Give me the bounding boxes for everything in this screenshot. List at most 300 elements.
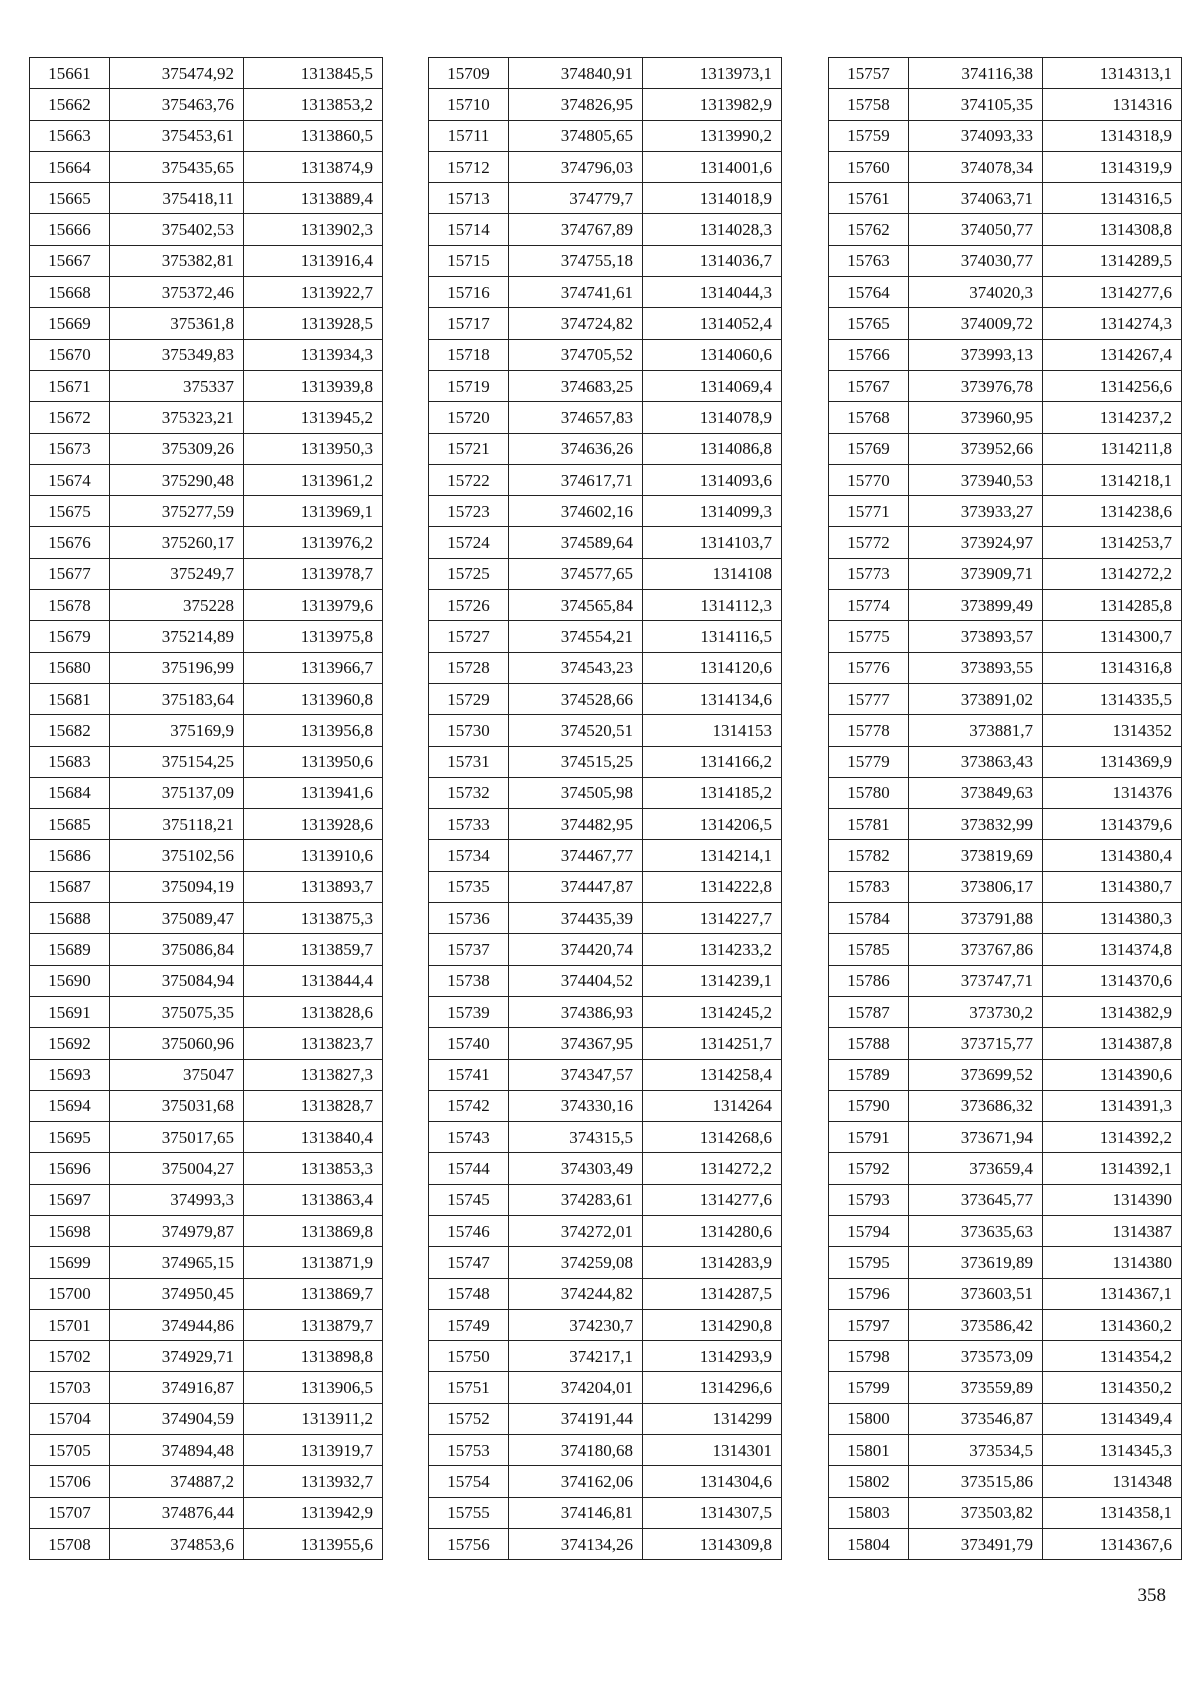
point-number-cell: 15711 <box>429 120 509 151</box>
table-row <box>30 903 383 934</box>
y-coordinate-cell: 1314218,1 <box>1043 464 1182 495</box>
x-coordinate-cell: 374347,57 <box>509 1059 643 1090</box>
x-coordinate-cell: 374767,89 <box>509 214 643 245</box>
x-coordinate-cell: 375169,9 <box>110 715 244 746</box>
x-coordinate-cell: 374894,48 <box>110 1435 244 1466</box>
y-coordinate-cell: 1314028,3 <box>643 214 782 245</box>
table-row <box>429 245 782 276</box>
x-coordinate-cell: 373832,99 <box>909 809 1043 840</box>
x-coordinate-cell: 375196,99 <box>110 652 244 683</box>
point-number-cell: 15684 <box>30 777 110 808</box>
point-number-cell: 15675 <box>30 496 110 527</box>
table-row <box>30 151 383 182</box>
point-number-cell: 15788 <box>829 1028 909 1059</box>
y-coordinate-cell: 1314277,6 <box>1043 277 1182 308</box>
table-row <box>829 934 1182 965</box>
point-number-cell: 15716 <box>429 277 509 308</box>
y-coordinate-cell: 1313853,2 <box>244 89 383 120</box>
point-number-cell: 15736 <box>429 903 509 934</box>
table-row <box>429 1403 782 1434</box>
point-number-cell: 15764 <box>829 277 909 308</box>
table-row <box>429 1341 782 1372</box>
y-coordinate-cell: 1313823,7 <box>244 1028 383 1059</box>
point-number-cell: 15757 <box>829 58 909 89</box>
table-row <box>30 1497 383 1528</box>
y-coordinate-cell: 1314345,3 <box>1043 1435 1182 1466</box>
x-coordinate-cell: 375060,96 <box>110 1028 244 1059</box>
x-coordinate-cell: 373715,77 <box>909 1028 1043 1059</box>
x-coordinate-cell: 375463,76 <box>110 89 244 120</box>
table-row <box>429 402 782 433</box>
x-coordinate-cell: 373686,32 <box>909 1090 1043 1121</box>
table-row <box>429 1215 782 1246</box>
point-number-cell: 15721 <box>429 433 509 464</box>
table-row <box>429 903 782 934</box>
x-coordinate-cell: 375086,84 <box>110 934 244 965</box>
y-coordinate-cell: 1314390 <box>1043 1184 1182 1215</box>
y-coordinate-cell: 1314380 <box>1043 1247 1182 1278</box>
y-coordinate-cell: 1314245,2 <box>643 996 782 1027</box>
table-row <box>30 1466 383 1497</box>
y-coordinate-cell: 1314206,5 <box>643 809 782 840</box>
y-coordinate-cell: 1314367,1 <box>1043 1278 1182 1309</box>
x-coordinate-cell: 374505,98 <box>509 777 643 808</box>
x-coordinate-cell: 374367,95 <box>509 1028 643 1059</box>
table-row <box>829 715 1182 746</box>
point-number-cell: 15777 <box>829 683 909 714</box>
x-coordinate-cell: 374217,1 <box>509 1341 643 1372</box>
x-coordinate-cell: 374063,71 <box>909 183 1043 214</box>
y-coordinate-cell: 1314238,6 <box>1043 496 1182 527</box>
table-row <box>829 590 1182 621</box>
y-coordinate-cell: 1314233,2 <box>643 934 782 965</box>
y-coordinate-cell: 1314316,8 <box>1043 652 1182 683</box>
y-coordinate-cell: 1313945,2 <box>244 402 383 433</box>
x-coordinate-cell: 374965,15 <box>110 1247 244 1278</box>
point-number-cell: 15778 <box>829 715 909 746</box>
point-number-cell: 15669 <box>30 308 110 339</box>
x-coordinate-cell: 374180,68 <box>509 1435 643 1466</box>
y-coordinate-cell: 1313950,3 <box>244 433 383 464</box>
table-row <box>829 245 1182 276</box>
x-coordinate-cell: 374554,21 <box>509 621 643 652</box>
table-row <box>429 965 782 996</box>
x-coordinate-cell: 375102,56 <box>110 840 244 871</box>
y-coordinate-cell: 1313902,3 <box>244 214 383 245</box>
y-coordinate-cell: 1314272,2 <box>643 1153 782 1184</box>
table-row <box>30 120 383 151</box>
table-row <box>30 277 383 308</box>
y-coordinate-cell: 1314103,7 <box>643 527 782 558</box>
table-row <box>30 1528 383 1559</box>
point-number-cell: 15763 <box>829 245 909 276</box>
table-row <box>30 840 383 871</box>
point-number-cell: 15676 <box>30 527 110 558</box>
table-row <box>429 1247 782 1278</box>
x-coordinate-cell: 375004,27 <box>110 1153 244 1184</box>
x-coordinate-cell: 374315,5 <box>509 1122 643 1153</box>
x-coordinate-cell: 374244,82 <box>509 1278 643 1309</box>
y-coordinate-cell: 1314304,6 <box>643 1466 782 1497</box>
x-coordinate-cell: 373586,42 <box>909 1309 1043 1340</box>
table-row <box>829 621 1182 652</box>
y-coordinate-cell: 1314369,9 <box>1043 746 1182 777</box>
table-row <box>829 464 1182 495</box>
y-coordinate-cell: 1313939,8 <box>244 370 383 401</box>
table-row <box>30 1309 383 1340</box>
y-coordinate-cell: 1314391,3 <box>1043 1090 1182 1121</box>
table-row <box>429 277 782 308</box>
x-coordinate-cell: 374191,44 <box>509 1403 643 1434</box>
table-row <box>30 1122 383 1153</box>
table-row <box>429 214 782 245</box>
table-row <box>30 934 383 965</box>
y-coordinate-cell: 1313975,8 <box>244 621 383 652</box>
y-coordinate-cell: 1313871,9 <box>244 1247 383 1278</box>
table-row <box>429 809 782 840</box>
x-coordinate-cell: 373952,66 <box>909 433 1043 464</box>
y-coordinate-cell: 1313845,5 <box>244 58 383 89</box>
point-number-cell: 15737 <box>429 934 509 965</box>
point-number-cell: 15794 <box>829 1215 909 1246</box>
point-number-cell: 15733 <box>429 809 509 840</box>
point-number-cell: 15793 <box>829 1184 909 1215</box>
y-coordinate-cell: 1314134,6 <box>643 683 782 714</box>
point-number-cell: 15781 <box>829 809 909 840</box>
point-number-cell: 15699 <box>30 1247 110 1278</box>
y-coordinate-cell: 1313979,6 <box>244 590 383 621</box>
x-coordinate-cell: 375084,94 <box>110 965 244 996</box>
x-coordinate-cell: 375453,61 <box>110 120 244 151</box>
table-row <box>30 652 383 683</box>
y-coordinate-cell: 1314313,1 <box>1043 58 1182 89</box>
point-number-cell: 15726 <box>429 590 509 621</box>
point-number-cell: 15679 <box>30 621 110 652</box>
y-coordinate-cell: 1314390,6 <box>1043 1059 1182 1090</box>
y-coordinate-cell: 1313942,9 <box>244 1497 383 1528</box>
table-row <box>429 840 782 871</box>
y-coordinate-cell: 1313941,6 <box>244 777 383 808</box>
y-coordinate-cell: 1314387 <box>1043 1215 1182 1246</box>
table-row <box>30 777 383 808</box>
y-coordinate-cell: 1314387,8 <box>1043 1028 1182 1059</box>
table-row <box>429 58 782 89</box>
x-coordinate-cell: 374162,06 <box>509 1466 643 1497</box>
table-row <box>429 120 782 151</box>
point-number-cell: 15735 <box>429 871 509 902</box>
x-coordinate-cell: 375137,09 <box>110 777 244 808</box>
y-coordinate-cell: 1314239,1 <box>643 965 782 996</box>
y-coordinate-cell: 1314374,8 <box>1043 934 1182 965</box>
y-coordinate-cell: 1314078,9 <box>643 402 782 433</box>
y-coordinate-cell: 1314289,5 <box>1043 245 1182 276</box>
x-coordinate-cell: 375418,11 <box>110 183 244 214</box>
y-coordinate-cell: 1314367,6 <box>1043 1528 1182 1559</box>
point-number-cell: 15802 <box>829 1466 909 1497</box>
x-coordinate-cell: 374467,77 <box>509 840 643 871</box>
table-row <box>829 1184 1182 1215</box>
y-coordinate-cell: 1314256,6 <box>1043 370 1182 401</box>
x-coordinate-cell: 374204,01 <box>509 1372 643 1403</box>
x-coordinate-cell: 374303,49 <box>509 1153 643 1184</box>
x-coordinate-cell: 375372,46 <box>110 277 244 308</box>
x-coordinate-cell: 373976,78 <box>909 370 1043 401</box>
point-number-cell: 15704 <box>30 1403 110 1434</box>
x-coordinate-cell: 374435,39 <box>509 903 643 934</box>
table-row <box>30 1341 383 1372</box>
x-coordinate-cell: 374602,16 <box>509 496 643 527</box>
table-row <box>30 1278 383 1309</box>
table-row <box>829 871 1182 902</box>
table-row <box>30 683 383 714</box>
y-coordinate-cell: 1313910,6 <box>244 840 383 871</box>
table-row <box>829 1059 1182 1090</box>
table-row <box>30 1247 383 1278</box>
table-row <box>829 214 1182 245</box>
table-row <box>829 746 1182 777</box>
y-coordinate-cell: 1314319,9 <box>1043 151 1182 182</box>
x-coordinate-cell: 374482,95 <box>509 809 643 840</box>
x-coordinate-cell: 374116,38 <box>909 58 1043 89</box>
x-coordinate-cell: 373747,71 <box>909 965 1043 996</box>
table-row <box>30 245 383 276</box>
point-number-cell: 15715 <box>429 245 509 276</box>
table-row <box>30 590 383 621</box>
y-coordinate-cell: 1313928,5 <box>244 308 383 339</box>
table-row <box>829 183 1182 214</box>
y-coordinate-cell: 1313960,8 <box>244 683 383 714</box>
x-coordinate-cell: 373573,09 <box>909 1341 1043 1372</box>
table-row <box>829 1247 1182 1278</box>
table-row <box>429 1122 782 1153</box>
table-row <box>829 89 1182 120</box>
x-coordinate-cell: 373933,27 <box>909 496 1043 527</box>
point-number-cell: 15745 <box>429 1184 509 1215</box>
table-row <box>829 1466 1182 1497</box>
x-coordinate-cell: 374826,95 <box>509 89 643 120</box>
y-coordinate-cell: 1314349,4 <box>1043 1403 1182 1434</box>
table-row <box>30 871 383 902</box>
x-coordinate-cell: 373863,43 <box>909 746 1043 777</box>
point-number-cell: 15741 <box>429 1059 509 1090</box>
table-row <box>829 903 1182 934</box>
x-coordinate-cell: 374705,52 <box>509 339 643 370</box>
table-row <box>30 1059 383 1090</box>
x-coordinate-cell: 374420,74 <box>509 934 643 965</box>
y-coordinate-cell: 1313844,4 <box>244 965 383 996</box>
point-number-cell: 15729 <box>429 683 509 714</box>
table-row <box>30 558 383 589</box>
x-coordinate-cell: 373730,2 <box>909 996 1043 1027</box>
point-number-cell: 15690 <box>30 965 110 996</box>
point-number-cell: 15694 <box>30 1090 110 1121</box>
y-coordinate-cell: 1314316 <box>1043 89 1182 120</box>
table-row <box>429 1528 782 1559</box>
x-coordinate-cell: 375323,21 <box>110 402 244 433</box>
point-number-cell: 15725 <box>429 558 509 589</box>
table-row <box>30 715 383 746</box>
x-coordinate-cell: 373534,5 <box>909 1435 1043 1466</box>
y-coordinate-cell: 1313879,7 <box>244 1309 383 1340</box>
point-number-cell: 15790 <box>829 1090 909 1121</box>
point-number-cell: 15753 <box>429 1435 509 1466</box>
y-coordinate-cell: 1314251,7 <box>643 1028 782 1059</box>
x-coordinate-cell: 375277,59 <box>110 496 244 527</box>
y-coordinate-cell: 1314253,7 <box>1043 527 1182 558</box>
y-coordinate-cell: 1313828,7 <box>244 1090 383 1121</box>
y-coordinate-cell: 1314052,4 <box>643 308 782 339</box>
x-coordinate-cell: 375017,65 <box>110 1122 244 1153</box>
y-coordinate-cell: 1314116,5 <box>643 621 782 652</box>
x-coordinate-cell: 375228 <box>110 590 244 621</box>
x-coordinate-cell: 374230,7 <box>509 1309 643 1340</box>
coordinate-table-body <box>30 58 383 1560</box>
y-coordinate-cell: 1313874,9 <box>244 151 383 182</box>
table-row <box>829 1153 1182 1184</box>
point-number-cell: 15731 <box>429 746 509 777</box>
point-number-cell: 15800 <box>829 1403 909 1434</box>
point-number-cell: 15673 <box>30 433 110 464</box>
table-row <box>30 89 383 120</box>
table-row <box>429 621 782 652</box>
table-row <box>829 339 1182 370</box>
point-number-cell: 15709 <box>429 58 509 89</box>
table-row <box>829 120 1182 151</box>
table-row <box>829 1435 1182 1466</box>
y-coordinate-cell: 1313863,4 <box>244 1184 383 1215</box>
x-coordinate-cell: 373791,88 <box>909 903 1043 934</box>
table-row <box>829 1090 1182 1121</box>
y-coordinate-cell: 1314392,1 <box>1043 1153 1182 1184</box>
x-coordinate-cell: 373993,13 <box>909 339 1043 370</box>
table-row <box>829 965 1182 996</box>
table-row <box>30 965 383 996</box>
y-coordinate-cell: 1313906,5 <box>244 1372 383 1403</box>
x-coordinate-cell: 375435,65 <box>110 151 244 182</box>
y-coordinate-cell: 1314296,6 <box>643 1372 782 1403</box>
table-row <box>30 339 383 370</box>
y-coordinate-cell: 1313827,3 <box>244 1059 383 1090</box>
point-number-cell: 15671 <box>30 370 110 401</box>
y-coordinate-cell: 1313961,2 <box>244 464 383 495</box>
point-number-cell: 15719 <box>429 370 509 401</box>
x-coordinate-cell: 373559,89 <box>909 1372 1043 1403</box>
table-row <box>30 1215 383 1246</box>
table-row <box>30 1435 383 1466</box>
table-row <box>429 871 782 902</box>
x-coordinate-cell: 374929,71 <box>110 1341 244 1372</box>
x-coordinate-cell: 375474,92 <box>110 58 244 89</box>
x-coordinate-cell: 374030,77 <box>909 245 1043 276</box>
point-number-cell: 15687 <box>30 871 110 902</box>
x-coordinate-cell: 374134,26 <box>509 1528 643 1559</box>
x-coordinate-cell: 374528,66 <box>509 683 643 714</box>
table-row <box>30 1153 383 1184</box>
x-coordinate-cell: 374093,33 <box>909 120 1043 151</box>
x-coordinate-cell: 374657,83 <box>509 402 643 433</box>
x-coordinate-cell: 374805,65 <box>509 120 643 151</box>
x-coordinate-cell: 375154,25 <box>110 746 244 777</box>
table-row <box>30 183 383 214</box>
x-coordinate-cell: 374577,65 <box>509 558 643 589</box>
table-row <box>429 496 782 527</box>
table-row <box>429 89 782 120</box>
point-number-cell: 15744 <box>429 1153 509 1184</box>
y-coordinate-cell: 1314166,2 <box>643 746 782 777</box>
table-row <box>429 308 782 339</box>
table-row <box>829 527 1182 558</box>
x-coordinate-cell: 374950,45 <box>110 1278 244 1309</box>
y-coordinate-cell: 1314222,8 <box>643 871 782 902</box>
table-row <box>829 370 1182 401</box>
x-coordinate-cell: 374944,86 <box>110 1309 244 1340</box>
y-coordinate-cell: 1313916,4 <box>244 245 383 276</box>
y-coordinate-cell: 1313934,3 <box>244 339 383 370</box>
point-number-cell: 15680 <box>30 652 110 683</box>
x-coordinate-cell: 374979,87 <box>110 1215 244 1246</box>
point-number-cell: 15780 <box>829 777 909 808</box>
point-number-cell: 15713 <box>429 183 509 214</box>
point-number-cell: 15688 <box>30 903 110 934</box>
x-coordinate-cell: 373909,71 <box>909 558 1043 589</box>
point-number-cell: 15779 <box>829 746 909 777</box>
y-coordinate-cell: 1314318,9 <box>1043 120 1182 151</box>
table-row <box>829 1341 1182 1372</box>
x-coordinate-cell: 374272,01 <box>509 1215 643 1246</box>
point-number-cell: 15772 <box>829 527 909 558</box>
x-coordinate-cell: 374404,52 <box>509 965 643 996</box>
x-coordinate-cell: 373619,89 <box>909 1247 1043 1278</box>
point-number-cell: 15770 <box>829 464 909 495</box>
x-coordinate-cell: 374565,84 <box>509 590 643 621</box>
table-row <box>30 1090 383 1121</box>
x-coordinate-cell: 375047 <box>110 1059 244 1090</box>
y-coordinate-cell: 1314290,8 <box>643 1309 782 1340</box>
table-row <box>829 809 1182 840</box>
y-coordinate-cell: 1313950,6 <box>244 746 383 777</box>
x-coordinate-cell: 375094,19 <box>110 871 244 902</box>
point-number-cell: 15787 <box>829 996 909 1027</box>
x-coordinate-cell: 375183,64 <box>110 683 244 714</box>
y-coordinate-cell: 1314099,3 <box>643 496 782 527</box>
x-coordinate-cell: 374876,44 <box>110 1497 244 1528</box>
point-number-cell: 15706 <box>30 1466 110 1497</box>
point-number-cell: 15760 <box>829 151 909 182</box>
point-number-cell: 15710 <box>429 89 509 120</box>
x-coordinate-cell: 373767,86 <box>909 934 1043 965</box>
point-number-cell: 15664 <box>30 151 110 182</box>
table-row <box>30 527 383 558</box>
point-number-cell: 15666 <box>30 214 110 245</box>
y-coordinate-cell: 1314376 <box>1043 777 1182 808</box>
x-coordinate-cell: 374543,23 <box>509 652 643 683</box>
point-number-cell: 15698 <box>30 1215 110 1246</box>
table-row <box>829 402 1182 433</box>
point-number-cell: 15728 <box>429 652 509 683</box>
x-coordinate-cell: 374887,2 <box>110 1466 244 1497</box>
x-coordinate-cell: 375309,26 <box>110 433 244 464</box>
table-row <box>429 183 782 214</box>
coordinate-table-body <box>429 58 782 1560</box>
table-row <box>829 1122 1182 1153</box>
y-coordinate-cell: 1314348 <box>1043 1466 1182 1497</box>
x-coordinate-cell: 374993,3 <box>110 1184 244 1215</box>
table-row <box>829 1497 1182 1528</box>
y-coordinate-cell: 1314018,9 <box>643 183 782 214</box>
point-number-cell: 15668 <box>30 277 110 308</box>
point-number-cell: 15768 <box>829 402 909 433</box>
point-number-cell: 15708 <box>30 1528 110 1559</box>
